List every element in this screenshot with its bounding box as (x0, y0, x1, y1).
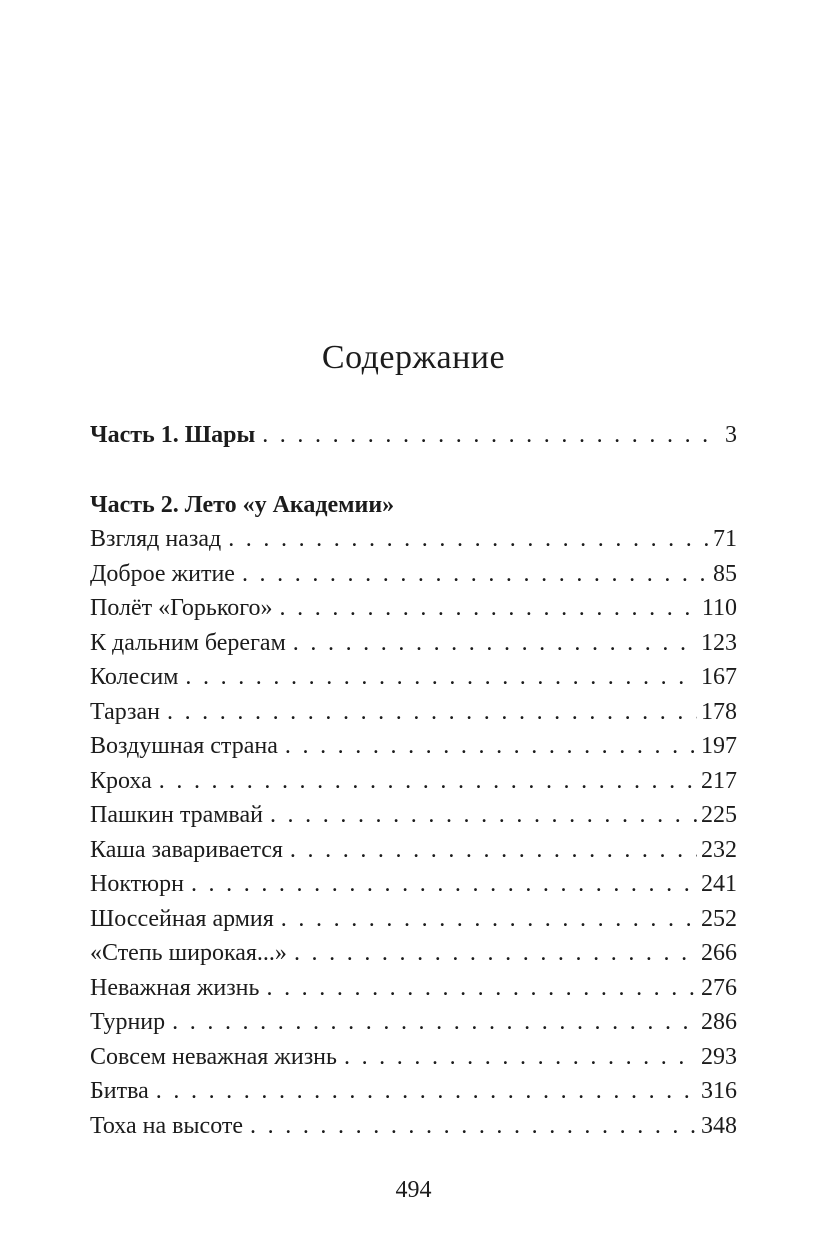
dot-leader (185, 660, 697, 695)
toc-entry-title: Битва (90, 1078, 149, 1104)
toc-entry-title: Кроха (90, 767, 152, 794)
dot-leader (262, 418, 721, 453)
toc-entry-title: Часть 1. Шары (90, 422, 256, 448)
toc-entry-page: 225 (701, 802, 737, 828)
dot-leader (172, 1005, 697, 1040)
dot-leader (159, 764, 697, 799)
dot-leader (294, 936, 697, 971)
toc-entry (90, 1005, 737, 1040)
toc-entry (90, 418, 737, 453)
toc-entry-page: 71 (713, 526, 737, 552)
dot-leader (290, 833, 697, 868)
toc-entry (90, 729, 737, 764)
toc-entry-title: Тоха на высоте (90, 1112, 244, 1139)
toc-entry-title: Колесим (90, 664, 179, 690)
footer-page-number: 494 (395, 1177, 432, 1203)
toc-entry-page: 197 (701, 733, 737, 759)
toc-entry-page: 241 (701, 871, 737, 897)
toc-entry (90, 936, 737, 971)
toc-entry-title: Полёт «Горького» (90, 595, 273, 621)
toc-entry (90, 488, 737, 523)
toc-entry (90, 971, 737, 1006)
dot-leader (293, 626, 697, 661)
toc-entry-title: Ноктюрн (90, 871, 184, 897)
dot-leader (266, 971, 697, 1006)
dot-leader (156, 1074, 697, 1109)
toc-entry (90, 660, 737, 695)
toc-entry-page: 167 (701, 664, 737, 690)
toc-entry (90, 626, 737, 661)
dot-leader (270, 798, 697, 833)
toc-entry-title: Совсем неважная жизнь (90, 1043, 337, 1070)
toc-entry-page: 316 (701, 1078, 737, 1104)
toc-entry-title: К дальним берегам (90, 629, 286, 656)
dot-leader (281, 902, 697, 937)
toc-entry-page: 293 (701, 1043, 737, 1070)
dot-leader (228, 522, 709, 557)
toc-entry-title: Воздушная страна (90, 733, 278, 759)
toc-entry-page: 232 (701, 836, 737, 863)
toc-entry-title: Доброе житие (90, 560, 235, 587)
toc-entry-page: 110 (701, 595, 737, 621)
toc-entry-page: 3 (725, 422, 737, 448)
dot-leader (191, 867, 697, 902)
toc-entry (90, 798, 737, 833)
toc-entry (90, 591, 737, 626)
toc-entry-title: Каша заваривается (90, 836, 283, 863)
toc-entry (90, 1109, 737, 1144)
toc-entry (90, 764, 737, 799)
toc-entry (90, 522, 737, 557)
toc-entry-page: 252 (701, 905, 737, 932)
toc-entry (90, 833, 737, 868)
dot-leader (167, 695, 697, 730)
toc-entry-page: 348 (701, 1112, 737, 1139)
toc-entry (90, 1040, 737, 1075)
toc-entry-title: Часть 2. Лето «у Академии» (90, 491, 395, 518)
toc-entry (90, 1074, 737, 1109)
toc-entry-title: Пашкин трамвай (90, 802, 263, 828)
dot-leader (285, 729, 697, 764)
toc-entry (90, 867, 737, 902)
toc-entry-page: 85 (713, 560, 737, 587)
toc-entry (90, 557, 737, 592)
toc-entry-title: Взгляд назад (90, 526, 222, 552)
dot-leader (250, 1109, 697, 1144)
toc-entry-page: 178 (701, 698, 737, 725)
toc-entry-page: 217 (701, 767, 737, 794)
toc-entry (90, 695, 737, 730)
page-title: Содержание (321, 339, 506, 376)
dot-leader (344, 1040, 697, 1075)
toc-entry-page: 123 (701, 629, 737, 656)
toc-entry-title: Шоссейная армия (90, 905, 274, 932)
dot-leader (280, 591, 698, 626)
toc-entry-title: Турнир (90, 1009, 166, 1035)
toc-entry (90, 902, 737, 937)
dot-leader (242, 557, 709, 592)
toc-entry-title: Неважная жизнь (90, 974, 260, 1001)
toc-entry-title: «Степь широкая...» (90, 940, 287, 966)
toc-entry-page: 286 (701, 1009, 737, 1035)
toc-entry-page: 266 (701, 940, 737, 966)
toc-entry-page: 276 (701, 974, 737, 1001)
toc-entry-title: Тарзан (90, 698, 160, 725)
